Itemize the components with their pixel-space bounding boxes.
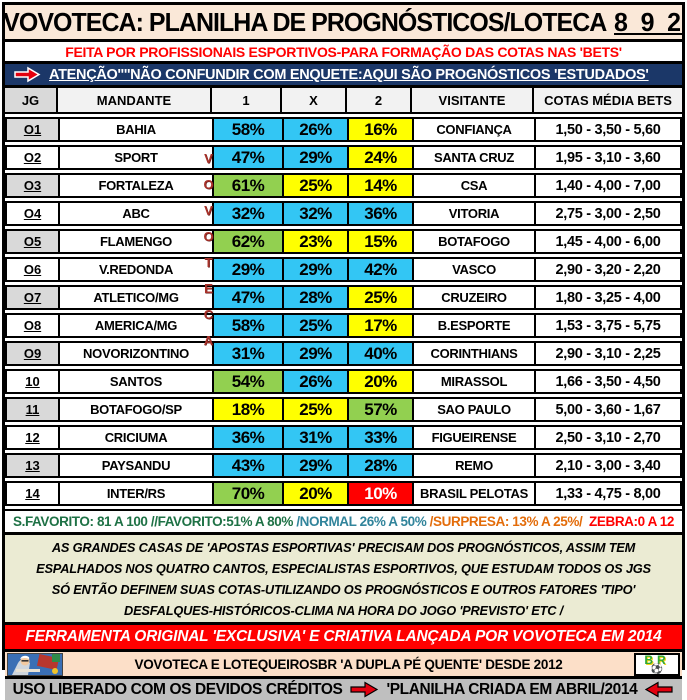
prob-home-win: 31% bbox=[214, 343, 284, 364]
prob-away-win: 28% bbox=[349, 455, 414, 476]
info-line-1: AS GRANDES CASAS DE 'APOSTAS ESPORTIVAS' PRECISAM DOS PROGNÓSTICOS, ASSIM TEM bbox=[51, 539, 636, 555]
prob-away-win: 10% bbox=[349, 483, 414, 504]
vovoteca-avatar-image bbox=[7, 653, 63, 676]
game-number-link[interactable]: O6 bbox=[23, 262, 42, 277]
prob-away-win: 42% bbox=[349, 259, 414, 280]
prob-draw: 31% bbox=[284, 427, 349, 448]
soccer-ball-icon: ⚽ bbox=[650, 663, 664, 675]
prob-home-win: 47% bbox=[214, 147, 284, 168]
odds-value: 1,40 - 4,00 - 7,00 bbox=[555, 177, 661, 194]
odds-value: 2,10 - 3,00 - 3,40 bbox=[555, 457, 661, 474]
games-rows bbox=[5, 117, 682, 506]
odds-value: 1,45 - 4,00 - 6,00 bbox=[555, 233, 661, 250]
home-team: BOTAFOGO/SP bbox=[60, 399, 214, 420]
home-team: SPORT bbox=[60, 147, 214, 168]
prob-draw: 29% bbox=[284, 147, 349, 168]
prob-draw: 20% bbox=[284, 483, 349, 504]
table-row bbox=[5, 481, 682, 506]
prob-draw: 32% bbox=[284, 203, 349, 224]
game-number-link[interactable]: O5 bbox=[23, 234, 42, 249]
home-team: FORTALEZA bbox=[60, 175, 214, 196]
away-team: FIGUEIRENSE bbox=[414, 427, 536, 448]
prob-home-win: 54% bbox=[214, 371, 284, 392]
home-team: NOVORIZONTINO bbox=[60, 343, 214, 364]
game-number-link[interactable]: O2 bbox=[23, 150, 42, 165]
odds-value: 2,90 - 3,10 - 2,25 bbox=[555, 345, 661, 362]
prob-draw: 26% bbox=[284, 371, 349, 392]
info-line-4: DESFALQUES-HISTÓRICOS-CLIMA NA HORA DO JOGO 'PREVISTO' ETC / bbox=[124, 602, 563, 618]
header-home: MANDANTE bbox=[58, 88, 212, 112]
prob-away-win: 40% bbox=[349, 343, 414, 364]
prob-home-win: 47% bbox=[214, 287, 284, 308]
partners-bar bbox=[5, 652, 682, 679]
game-number-link[interactable]: O4 bbox=[23, 206, 42, 221]
odds-value: 1,66 - 3,50 - 4,50 bbox=[555, 373, 661, 390]
home-team: ATLETICO/MG bbox=[60, 287, 214, 308]
home-team: CRICIUMA bbox=[60, 427, 214, 448]
table-row bbox=[5, 201, 682, 226]
game-number-cell bbox=[7, 287, 60, 308]
home-team: BAHIA bbox=[60, 119, 214, 140]
game-number-link[interactable]: 12 bbox=[25, 430, 40, 445]
subtitle-text: FEITA POR PROFISSIONAIS ESPORTIVOS-PARA FORMAÇÃO DAS COTAS NAS 'BETS' bbox=[65, 43, 622, 60]
title-text: VOVOTECA: PLANILHA DE PROGNÓSTICOS/LOTECA bbox=[3, 6, 607, 37]
odds-value: 2,90 - 3,20 - 2,20 bbox=[555, 261, 661, 278]
attention-bar bbox=[5, 64, 682, 88]
legend-favorito: //FAVORITO:51% A 80% bbox=[147, 514, 293, 529]
table-row bbox=[5, 369, 682, 394]
prob-draw: 29% bbox=[284, 455, 349, 476]
table-row bbox=[5, 145, 682, 170]
prob-home-win: 58% bbox=[214, 315, 284, 336]
red-banner bbox=[5, 625, 682, 652]
header-jg: JG bbox=[5, 88, 58, 112]
table-row bbox=[5, 173, 682, 198]
game-number-cell bbox=[7, 371, 60, 392]
game-number-cell bbox=[7, 203, 60, 224]
prob-home-win: 70% bbox=[214, 483, 284, 504]
away-team: B.ESPORTE bbox=[414, 315, 536, 336]
header-draw: X bbox=[282, 88, 347, 112]
game-number-cell bbox=[7, 483, 60, 504]
prob-draw: 29% bbox=[284, 259, 349, 280]
prob-away-win: 24% bbox=[349, 147, 414, 168]
prob-away-win: 25% bbox=[349, 287, 414, 308]
table-row bbox=[5, 453, 682, 478]
prob-draw: 25% bbox=[284, 315, 349, 336]
game-number-link[interactable]: O8 bbox=[23, 318, 42, 333]
header-two: 2 bbox=[347, 88, 412, 112]
prob-home-win: 18% bbox=[214, 399, 284, 420]
legend-surpresa: /SURPRESA: 13% A 25%/ bbox=[426, 514, 583, 529]
table-row bbox=[5, 117, 682, 142]
credits-bar bbox=[5, 679, 682, 700]
game-number-cell bbox=[7, 427, 60, 448]
table-row bbox=[5, 397, 682, 422]
header-odds: COTAS MÉDIA BETS bbox=[544, 92, 672, 108]
prob-home-win: 62% bbox=[214, 231, 284, 252]
page-title bbox=[3, 7, 684, 38]
away-team: CORINTHIANS bbox=[414, 343, 536, 364]
legend-bar bbox=[5, 509, 682, 535]
prob-draw: 29% bbox=[284, 343, 349, 364]
away-team: VASCO bbox=[414, 259, 536, 280]
game-number-link[interactable]: O1 bbox=[23, 122, 42, 137]
credits-left-text: USO LIBERADO COM OS DEVIDOS CRÉDITOS bbox=[12, 680, 343, 698]
legend-super-favorito: S.FAVORITO: 81 A 100 bbox=[12, 514, 148, 529]
odds-value: 2,75 - 3,00 - 2,50 bbox=[555, 205, 661, 222]
away-team: SAO PAULO bbox=[414, 399, 536, 420]
prob-home-win: 58% bbox=[214, 119, 284, 140]
prob-away-win: 20% bbox=[349, 371, 414, 392]
away-team: SANTA CRUZ bbox=[414, 147, 536, 168]
home-team: AMERICA/MG bbox=[60, 315, 214, 336]
prob-away-win: 15% bbox=[349, 231, 414, 252]
home-team: INTER/RS bbox=[60, 483, 214, 504]
game-number-cell bbox=[7, 231, 60, 252]
lotequeirosbr-logo bbox=[634, 653, 680, 676]
prob-home-win: 43% bbox=[214, 455, 284, 476]
odds-value: 5,00 - 3,60 - 1,67 bbox=[555, 401, 661, 418]
game-number-link[interactable]: 10 bbox=[25, 374, 40, 389]
prob-away-win: 33% bbox=[349, 427, 414, 448]
info-line-2: ESPALHADOS NOS QUATRO CANTOS, ESPECIALISTAS ESPORTIVOS, QUE ESTUDAM TODOS OS JGS bbox=[36, 560, 651, 576]
table-row bbox=[5, 425, 682, 450]
game-number-cell bbox=[7, 147, 60, 168]
red-arrow-right-icon bbox=[13, 67, 41, 82]
red-arrow-left-icon bbox=[644, 681, 674, 698]
game-number-link[interactable]: O9 bbox=[23, 346, 42, 361]
logo-br-letters: BR bbox=[644, 652, 670, 667]
prob-draw: 25% bbox=[284, 175, 349, 196]
banner-text: FERRAMENTA ORIGINAL 'EXCLUSIVA' E CRIATIVA LANÇADA POR VOVOTECA EM 2014 bbox=[25, 628, 662, 645]
partners-text: VOVOTECA E LOTEQUEIROSBR 'A DUPLA PÉ QUENTE' DESDE 2012 bbox=[134, 656, 563, 672]
odds-value: 1,50 - 3,50 - 5,60 bbox=[555, 121, 661, 138]
table-row bbox=[5, 257, 682, 282]
away-team: BRASIL PELOTAS bbox=[414, 483, 536, 504]
title-contest-numbers: 8 9 2 bbox=[613, 6, 684, 37]
credits-right-text: 'PLANILHA CRIADA EM ABRIL/2014 bbox=[386, 680, 638, 698]
info-block bbox=[5, 535, 682, 625]
table-header-row bbox=[5, 88, 682, 114]
odds-value: 1,33 - 4,75 - 8,00 bbox=[555, 485, 661, 502]
game-number-link[interactable]: 13 bbox=[25, 458, 40, 473]
game-number-cell bbox=[7, 315, 60, 336]
table-row bbox=[5, 229, 682, 254]
game-number-cell bbox=[7, 175, 60, 196]
header-away: VISITANTE bbox=[412, 88, 534, 112]
prob-away-win: 16% bbox=[349, 119, 414, 140]
title-bar bbox=[5, 5, 682, 42]
home-team: PAYSANDU bbox=[60, 455, 214, 476]
home-team: ABC bbox=[60, 203, 214, 224]
away-team: BOTAFOGO bbox=[414, 231, 536, 252]
game-number-cell bbox=[7, 119, 60, 140]
home-team: V.REDONDA bbox=[60, 259, 214, 280]
away-team: MIRASSOL bbox=[414, 371, 536, 392]
away-team: VITORIA bbox=[414, 203, 536, 224]
away-team: REMO bbox=[414, 455, 536, 476]
prob-home-win: 32% bbox=[214, 203, 284, 224]
home-team: FLAMENGO bbox=[60, 231, 214, 252]
info-line-3: SÓ ENTÃO DEFINEM SUAS COTAS-UTILIZANDO OS PROGNÓSTICOS E OUTROS FATORES 'TIPO' bbox=[51, 581, 636, 597]
prob-away-win: 17% bbox=[349, 315, 414, 336]
game-number-link[interactable]: 14 bbox=[25, 486, 40, 501]
game-number-cell bbox=[7, 399, 60, 420]
prob-away-win: 14% bbox=[349, 175, 414, 196]
game-number-link[interactable]: O7 bbox=[23, 290, 42, 305]
red-arrow-right-icon bbox=[349, 681, 379, 698]
prob-draw: 28% bbox=[284, 287, 349, 308]
header-one: 1 bbox=[212, 88, 282, 112]
prob-home-win: 36% bbox=[214, 427, 284, 448]
away-team: CONFIANÇA bbox=[414, 119, 536, 140]
away-team: CRUZEIRO bbox=[414, 287, 536, 308]
odds-value: 1,95 - 3,10 - 3,60 bbox=[555, 149, 661, 166]
away-team: CSA bbox=[414, 175, 536, 196]
prob-away-win: 57% bbox=[349, 399, 414, 420]
subtitle-bar bbox=[5, 42, 682, 64]
table-row bbox=[5, 285, 682, 310]
prob-draw: 23% bbox=[284, 231, 349, 252]
odds-value: 1,53 - 3,75 - 5,75 bbox=[555, 317, 661, 334]
odds-value: 1,80 - 3,25 - 4,00 bbox=[555, 289, 661, 306]
planilha-sheet bbox=[2, 2, 685, 698]
prob-draw: 25% bbox=[284, 399, 349, 420]
game-number-cell bbox=[7, 455, 60, 476]
legend-zebra: ZEBRA:0 A 12 bbox=[582, 514, 674, 529]
legend-normal: /NORMAL 26% A 50% bbox=[292, 514, 427, 529]
prob-home-win: 29% bbox=[214, 259, 284, 280]
game-number-link[interactable]: 11 bbox=[25, 402, 40, 417]
game-number-cell bbox=[7, 343, 60, 364]
prob-away-win: 36% bbox=[349, 203, 414, 224]
home-team: SANTOS bbox=[60, 371, 214, 392]
attention-text: ATENÇÃO''''NÃO CONFUNDIR COM ENQUETE:AQUI SÃO PROGNÓSTICOS 'ESTUDADOS' bbox=[49, 66, 649, 83]
prob-home-win: 61% bbox=[214, 175, 284, 196]
game-number-link[interactable]: O3 bbox=[23, 178, 42, 193]
odds-value: 2,50 - 3,10 - 2,70 bbox=[555, 429, 661, 446]
table-row bbox=[5, 341, 682, 366]
game-number-cell bbox=[7, 259, 60, 280]
prob-draw: 26% bbox=[284, 119, 349, 140]
vovoteca-watermark: VOVOTECA bbox=[201, 151, 216, 359]
table-row bbox=[5, 313, 682, 338]
